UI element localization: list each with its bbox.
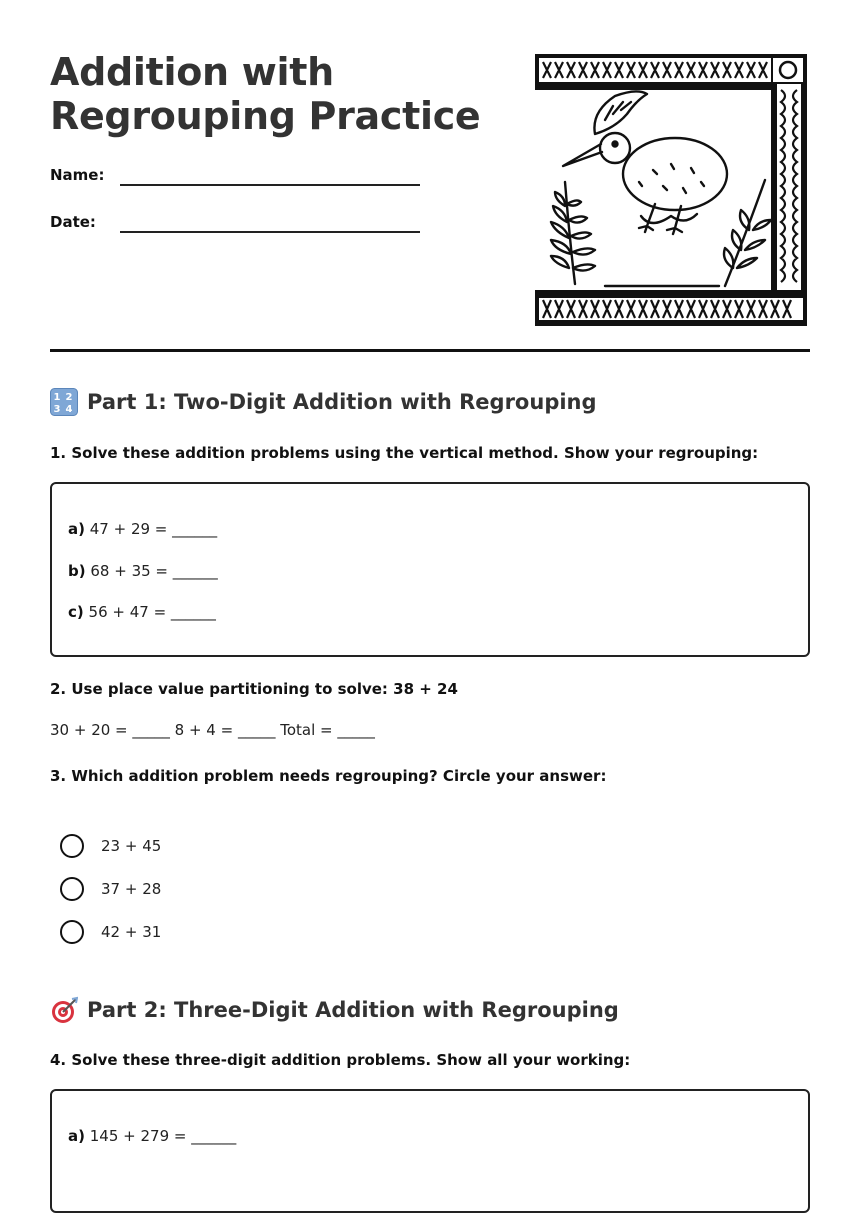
date-label: Date:	[50, 213, 96, 231]
part1-heading	[50, 388, 597, 416]
radio-circle[interactable]	[60, 877, 84, 901]
part2-title: Part 2: Three-Digit Addition with Regrouping	[87, 998, 619, 1022]
svg-text:3: 3	[53, 404, 61, 415]
question-4-answer-box	[50, 1089, 810, 1213]
option-label: 42 + 31	[101, 923, 162, 941]
input-numbers-icon	[50, 388, 78, 416]
problem-1c-letter: c)	[68, 603, 84, 621]
question-4: 4. Solve these three-digit addition problems. Show all your working:	[50, 1051, 631, 1069]
problem-1a[interactable]	[68, 520, 217, 538]
problem-1b-expression: 68 + 35 = ______	[90, 562, 218, 580]
worksheet-header	[50, 0, 810, 352]
question-2: 2. Use place value partitioning to solve: 38 + 24	[50, 680, 458, 698]
svg-text:1: 1	[53, 392, 61, 403]
name-write-line[interactable]	[120, 184, 420, 186]
option-label: 37 + 28	[101, 880, 162, 898]
name-label: Name:	[50, 166, 105, 184]
kiwi-bird-illustration	[535, 54, 807, 326]
worksheet-title	[50, 50, 480, 138]
radio-circle[interactable]	[60, 920, 84, 944]
question-1-answer-box	[50, 482, 810, 657]
problem-4a-letter: a)	[68, 1127, 85, 1145]
problem-4a[interactable]	[68, 1127, 236, 1145]
problem-4a-expression: 145 + 279 = ______	[89, 1127, 237, 1145]
question-1: 1. Solve these addition problems using the vertical method. Show your regrouping:	[50, 444, 759, 462]
answer-option-3[interactable]	[60, 919, 161, 945]
option-label: 23 + 45	[101, 837, 162, 855]
question-2-partition-line[interactable]: 30 + 20 = _____ 8 + 4 = _____ Total = _____	[50, 721, 375, 739]
worksheet-page	[50, 0, 810, 1145]
question-3: 3. Which addition problem needs regrouping? Circle your answer:	[50, 767, 607, 785]
date-write-line[interactable]	[120, 231, 420, 233]
radio-circle[interactable]	[60, 834, 84, 858]
problem-1a-expression: 47 + 29 = ______	[89, 520, 218, 538]
svg-text:2: 2	[65, 392, 73, 403]
problem-1c[interactable]	[68, 603, 216, 621]
part1-title: Part 1: Two-Digit Addition with Regrouping	[87, 390, 597, 414]
problem-1b-letter: b)	[68, 562, 86, 580]
problem-1b[interactable]	[68, 562, 218, 580]
svg-text:4: 4	[65, 404, 73, 415]
answer-option-1[interactable]	[60, 833, 161, 859]
problem-1c-expression: 56 + 47 = ______	[88, 603, 216, 621]
title-line-2: Regrouping Practice	[50, 94, 481, 138]
name-field[interactable]	[50, 166, 420, 190]
problem-1a-letter: a)	[68, 520, 85, 538]
date-field[interactable]	[50, 213, 420, 237]
answer-option-2[interactable]	[60, 876, 161, 902]
header-divider	[50, 349, 810, 352]
part2-heading	[50, 996, 619, 1024]
direct-hit-target-icon	[50, 996, 78, 1024]
title-line-1: Addition with	[50, 50, 334, 94]
